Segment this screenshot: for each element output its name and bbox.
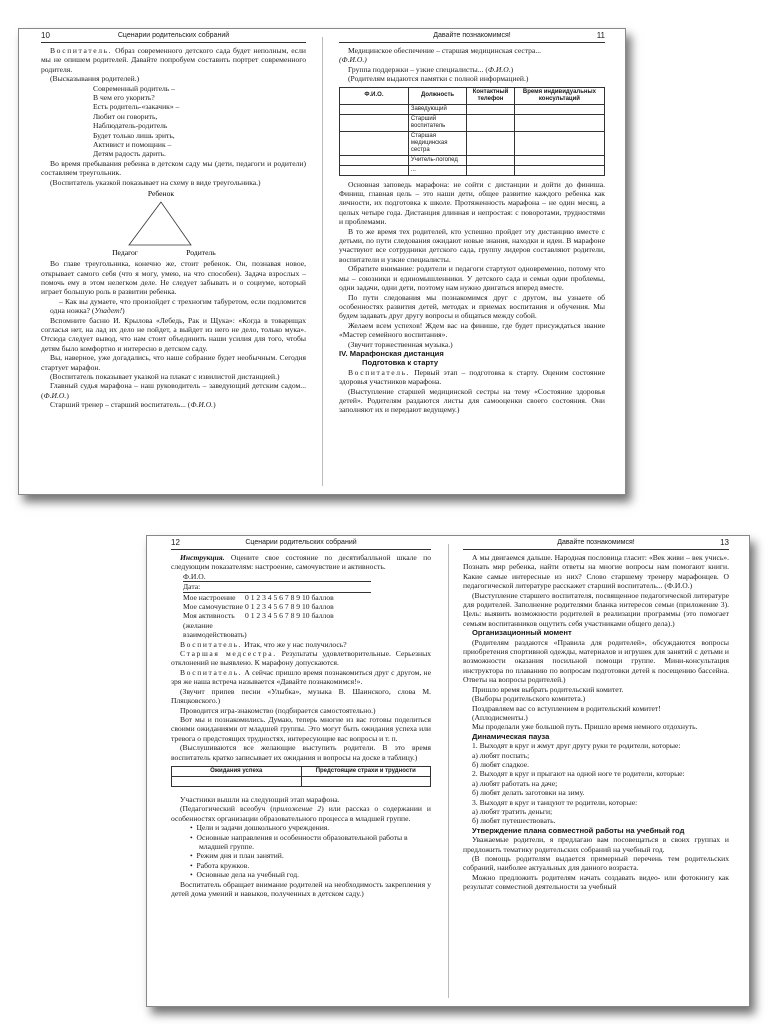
score-scale: 0 1 2 3 4 5 6 7 8 9 10 баллов — [245, 592, 334, 602]
subsection-heading: Утверждение плана совместной работы на учебный год — [472, 825, 685, 835]
paragraph: Проводится игра-знакомство (подбирается самостоятельно.) — [180, 705, 376, 715]
paragraph — [41, 381, 306, 400]
score-note: взаимодействовать) — [183, 630, 247, 640]
list-item: • Работа кружков. — [190, 860, 250, 870]
list-item: 2. Выходят в круг и прыгают на одной ноге те родители, которые: — [472, 769, 685, 779]
speaker-name: Воспитатель. — [348, 367, 411, 377]
speaker-name: Воспитатель. — [180, 639, 243, 649]
poem-line: Активист и помощник – — [93, 140, 172, 150]
paragraph-text: Главный судья марафона – наш руководитель – заведующий детским садом... ( — [41, 381, 306, 400]
score-row — [183, 593, 431, 602]
triangle-shape — [129, 202, 191, 245]
paragraph-text: Группа поддержки – узкие специалисты... ( — [348, 64, 488, 74]
score-row — [183, 602, 431, 611]
speaker-name: Старшая медсестра. — [180, 649, 277, 659]
paragraph-text: Образ современного детского сада будет неполным, если мы не опишем родителей. Давайте попробуем составить портрет современного родителя. — [41, 46, 306, 74]
poem-line: Будет только лишь зрить, — [93, 130, 175, 140]
list-item: б) любят делать заготовки на зиму. — [472, 788, 585, 798]
running-title: Сценарии родительских собраний — [117, 32, 230, 39]
stage-direction: (Родителям выдаются памятки с полной информацией.) — [348, 74, 529, 84]
paragraph — [41, 400, 306, 409]
list-item: • Основные направления и особенности образовательной работы в младшей группе. — [190, 832, 408, 851]
italic-text: Ф.И.О. — [487, 64, 511, 74]
stage-direction: (В помощь родителям выдается примерный перечень тем родительских собраний, наиболее актуальных для данного возраста. — [463, 854, 729, 873]
score-label: Мое настроение — [183, 592, 236, 602]
book-spread-pages-10-11 — [18, 28, 626, 495]
table-header-row — [172, 766, 431, 776]
stage-direction: (Звучит припев песни «Улыбка», музыка В. Шаинского, слова М. Пляцковского.) — [171, 686, 431, 706]
paragraph-text: ) или рассказ о содержании и особенностях организации образовательного процесса в младшей группе. — [171, 804, 431, 823]
table-row — [340, 114, 605, 131]
table-header: Предстоящие страхи и трудности — [301, 766, 431, 776]
paragraph: Вспомните басню И. Крылова «Лебедь, Рак и Щука»: «Когда в товарищах согласья нет, на лад их дело не пойдет, а выйдет из него не дело, только мука». Отсюда следует вывод, что нам стоит объединить наши усилия для того, чтобы детям было комфортно и интересно в детском саду. — [41, 315, 306, 353]
list-item: • Цели и задачи дошкольного учреждения. — [190, 823, 330, 833]
table-header: Должность — [408, 87, 466, 104]
page-number: 12 — [171, 538, 180, 547]
paragraph: Обратите внимание: родители и педагоги стартуют одновременно, потому что мы – союзники и единомышленники. У детского сада и семьи одни проблемы, одни задачи, одни дети, поэтому нам нужно двигаться вперед вместе. — [339, 264, 605, 293]
triangle-label-child: Ребенок — [147, 189, 175, 199]
paragraph: Мы проделали уже большой путь. Пришло время немного отдохнуть. — [472, 722, 698, 732]
table-cell: Учитель-логопед — [408, 155, 466, 165]
list-item: а) любят поспать; — [472, 750, 530, 760]
subsection-heading: Динамическая пауза — [472, 731, 550, 741]
list-item-text: Режим дня и план занятий. — [196, 851, 284, 861]
stage-direction: (Звучит торжественная музыка.) — [348, 339, 453, 349]
paragraph: Участники вышли на следующий этап марафона. — [180, 794, 340, 804]
italic-text: приложение 2 — [272, 804, 322, 814]
paragraph — [171, 553, 431, 572]
triangle-label-teacher: Педагог — [112, 248, 138, 258]
score-label: Моя активность — [183, 611, 235, 621]
table-cell: Заведующий — [408, 104, 466, 114]
paragraph-text: (Педагогический всеобуч ( — [180, 804, 273, 814]
score-row — [183, 611, 431, 620]
list-item: • Режим дня и план занятий. — [190, 851, 284, 861]
poem-line: Любит он говорить, — [93, 111, 158, 121]
stage-direction: (Аплодисменты.) — [472, 712, 528, 722]
table-header: Время индивидуальных консультаций — [514, 87, 604, 104]
stage-direction: (Выступление старшего воспитателя, посвященное педагогической литературе для родителей. Заполнение родителями бланка интересов семьи (приложение 3). Цель: выявить возможности родителей в реализации программы (это помогает семьям воспитанников ощутить себя участниками общего дела).) — [463, 590, 729, 628]
paragraph: Во время пребывания ребенка в детском саду мы (дети, педагоги и родители) составляем треугольник. — [41, 158, 306, 178]
table-header: Ф.И.О. — [340, 87, 409, 104]
paragraph-text: Первый этап – подготовка к старту. Оценим состояние здоровья участников марафона. — [339, 367, 605, 387]
italic-text: Упадет! — [94, 306, 123, 316]
stage-direction: (Выступление старшей медицинской сестры на тему «Состояние здоровья детей». Родителям раздаются листы для самооценки своего состояния. Они заполняют их и передают ведущему.) — [339, 386, 605, 415]
subsection-heading: Подготовка к старту — [362, 358, 439, 368]
page-number: 10 — [41, 31, 50, 40]
paragraph — [41, 297, 306, 316]
gutter — [448, 544, 449, 998]
bullet-list — [171, 823, 431, 879]
page-number: 11 — [596, 31, 605, 40]
poem-line: Детям радость дарить. — [93, 149, 166, 159]
running-header — [171, 536, 431, 550]
stage-direction: (Высказывания родителей.) — [50, 74, 140, 84]
triangle-diagram — [41, 187, 306, 259]
running-title: Давайте познакомимся! — [433, 32, 511, 39]
poem-line: В чем его укорить? — [93, 93, 155, 103]
score-scale: 0 1 2 3 4 5 6 7 8 9 10 баллов — [245, 602, 334, 612]
paragraph: А мы двигаемся дальше. Народная пословица гласит: «Век живи – век учись». Познать мир ребенка, найти ответы на многие вопросы нам помогают книги. Какие самые интересные из них? Слово старшему тренеру марафонцев. О педагогической литературе расскажет старший воспитатель... (Ф.И.О.) — [463, 553, 729, 591]
page-13 — [463, 536, 729, 1006]
paragraph — [171, 649, 431, 668]
page-10 — [41, 29, 306, 494]
form-date-line: Дата: — [183, 582, 371, 592]
speaker-name: Воспитатель. — [180, 667, 243, 677]
running-header — [41, 29, 306, 43]
paragraph — [171, 668, 431, 687]
paragraph-text: ) — [510, 64, 514, 74]
table-header-row — [340, 87, 605, 104]
paragraph — [41, 46, 306, 74]
paragraph-text: Старший тренер – старший воспитатель... ( — [50, 400, 191, 410]
poem — [93, 84, 306, 159]
speaker-name: Воспитатель. — [50, 46, 113, 55]
paragraph-text: Итак, что же у нас получилось? — [242, 639, 347, 649]
page-number: 13 — [720, 538, 729, 547]
paragraph: Можно предложить родителям начать создавать видео- или фотокнигу как результат совместной деятельности за учебный — [463, 872, 729, 892]
paragraph: Воспитатель обращает внимание родителей на необходимость закрепления у детей дома умений и навыков, полученных в детском саду.) — [171, 879, 431, 898]
running-header — [339, 29, 605, 43]
table-cell: ... — [408, 165, 466, 175]
stage-direction: (Воспитатель указкой показывает на схему в виде треугольника.) — [50, 177, 261, 187]
paragraph: Основная заповедь марафона: не сойти с дистанции и дойти до финиша. Финиш, главная цель – это наши дети, общее развитие каждого ребенка как личности, их подготовка к школе. Протяженность марафона – не один месяц, а целых четыре года. Дистанция длинная и непростая: с поворотами, трудностями и проблемами. — [339, 179, 605, 227]
paragraph — [339, 65, 605, 74]
paragraph: Во главе треугольника, конечно же, стоит ребенок. Он, познавая новое, открывает самого себя (что я могу, умею, на что способен). Задача взрослых – помочь ему в этом нелегком деле. Не следует забывать и о социуме, который играет большую роль в развитии ребенка. — [41, 259, 306, 297]
stage-direction: (Выборы родительского комитета.) — [472, 694, 586, 704]
list-item: а) любят работать на даче; — [472, 778, 558, 788]
score-label: Мое самочувствие — [183, 602, 243, 612]
page-11 — [339, 29, 605, 494]
table-header: Ожидания успеха — [172, 766, 302, 776]
table-row — [340, 104, 605, 114]
score-note: (желание — [183, 620, 213, 630]
list-item: • Основные дела на учебный год. — [190, 870, 300, 880]
paragraph-text: ) — [213, 400, 216, 410]
form-name-line: Ф.И.О. — [183, 572, 371, 582]
page-body — [339, 46, 605, 494]
paragraph: Уважаемые родители, я предлагаю вам посовещаться в своих группах и предложить тематику родительских собраний на учебный год. — [463, 835, 729, 854]
paragraph: По пути следования мы познакомимся друг с другом, вы узнаете об особенностях развития детей, методах и приемах воспитания и обучения. Мы будем задавать друг другу вопросы и общаться между собой. — [339, 292, 605, 321]
list-item-text: Основные направления и особенности образовательной работы в младшей группе. — [196, 832, 408, 851]
list-item: б) любят сладкое. — [472, 759, 529, 769]
italic-text: Ф.И.О. — [43, 390, 67, 400]
list-item-text: Цели и задачи дошкольного учреждения. — [196, 823, 330, 833]
stage-direction: (Воспитатель показывает указкой на плакат с извилистой дистанцией.) — [50, 371, 280, 381]
running-header — [463, 536, 729, 550]
book-spread-pages-12-13 — [146, 535, 750, 1007]
poem-line: Наблюдатель-родитель — [93, 121, 168, 131]
paragraph-text: Оцените свое состояние по десятибалльной шкале по следующим показателям: настроение, самочувствие и активность. — [171, 553, 431, 572]
paragraph-text: – Как вы думаете, что произойдет с трехногим табуретом, если подломится одна ножка? ( — [50, 296, 306, 316]
paragraph: Медицинское обеспечение – старшая медицинская сестра... — [348, 46, 542, 55]
poem-line: Есть родитель-«закачик» – — [93, 102, 180, 112]
list-item-text: Основные дела на учебный год. — [196, 870, 300, 880]
italic-text: Ф.И.О. — [190, 400, 214, 410]
contacts-table — [339, 87, 605, 176]
triangle-label-parent: Родитель — [186, 248, 216, 258]
paragraph: Вот мы и познакомились. Думаю, теперь многие из вас готовы поделиться своими ожиданиями от младшей группы. Это могут быть ожидания успеха или тревога о предстоящих трудностях, интересующие вас вопросы и т. п. — [171, 714, 431, 743]
paragraph-text: ) — [122, 306, 125, 316]
page-12 — [171, 536, 431, 1006]
instruction-label: Инструкция. — [180, 553, 225, 562]
paragraph — [171, 640, 431, 649]
table-row — [340, 155, 605, 165]
expectations-table — [171, 766, 431, 787]
stage-direction — [171, 804, 431, 823]
poem-line: Современный родитель – — [93, 83, 175, 93]
table-cell: Старший воспитатель — [408, 114, 466, 131]
list-item: 1. Выходят в круг и жмут друг другу руки те родители, которые: — [472, 741, 681, 751]
self-assessment-form — [183, 572, 431, 640]
list-item: а) любят тратить деньги; — [472, 806, 553, 816]
table-row — [340, 165, 605, 175]
pause-list — [463, 741, 729, 826]
stage-direction: (Родителям раздаются «Правила для родителей», обсуждаются вопросы приобретения спортивной одежды, материалов и игрушек для занятий с детьми и возможности оказания посильной помощи группе. Мини-консультация инструктора по плаванию по вопросам подготовки детей к посещению бассейна. Ответы на вопросы родителей.) — [463, 637, 729, 685]
section-heading: IV. Марафонская дистанция — [339, 348, 444, 358]
page-body — [171, 553, 431, 1006]
paragraph: В то же время тех родителей, кто успешно пройдет эту дистанцию вместе с детьми, по пути следования ожидают новые знания, находки и идеи. В марафоне участвуют все сотрудники детского сада, группу лидеров составляют родители, воспитатели и узкие специалисты. — [339, 226, 605, 264]
page-body — [463, 553, 729, 1006]
subsection-heading: Организационный момент — [472, 628, 572, 638]
gutter — [322, 37, 323, 486]
table-header: Контактный телефон — [467, 87, 515, 104]
paragraph: (Ф.И.О.) — [339, 55, 367, 65]
running-title: Давайте познакомимся! — [557, 539, 635, 546]
paragraph: Поздравляем вас со вступлением в родительский комитет! — [472, 703, 661, 713]
page-body — [41, 46, 306, 494]
list-item: б) любят путешествовать. — [472, 816, 556, 826]
list-item-text: Работа кружков. — [196, 860, 250, 870]
paragraph-text: ) — [66, 390, 69, 400]
paragraph: Пришло время выбрать родительский комитет. — [472, 684, 624, 694]
paragraph-text: Результаты удовлетворительные. Серьезных отклонений не выявлено. К марафону допускаются. — [171, 649, 431, 668]
running-title: Сценарии родительских собраний — [245, 539, 357, 546]
table-row — [340, 131, 605, 155]
list-item: 3. Выходят в круг и танцуют те родители, которые: — [472, 797, 638, 807]
paragraph-text: А сейчас пришло время познакомиться друг с другом, не зря же наша встреча называется «Давайте познакомимся!». — [171, 667, 431, 687]
paragraph — [339, 368, 605, 387]
paragraph: Вы, наверное, уже догадались, что наше собрание будет необычным. Сегодня стартует марафон. — [41, 353, 306, 372]
score-scale: 0 1 2 3 4 5 6 7 8 9 10 баллов — [245, 611, 334, 621]
table-cell: Старшая медицинская сестра — [408, 131, 466, 155]
paragraph: Желаем всем успехов! Ждем вас на финише, где будет присуждаться звание «Мастер семейного воспитания». — [339, 320, 605, 340]
stage-direction: (Выслушиваются все желающие выступить родители. В это время воспитатель кратко записывает их ожидания и вопросы на доске в таблицу.) — [171, 743, 431, 762]
table-row — [172, 776, 431, 786]
